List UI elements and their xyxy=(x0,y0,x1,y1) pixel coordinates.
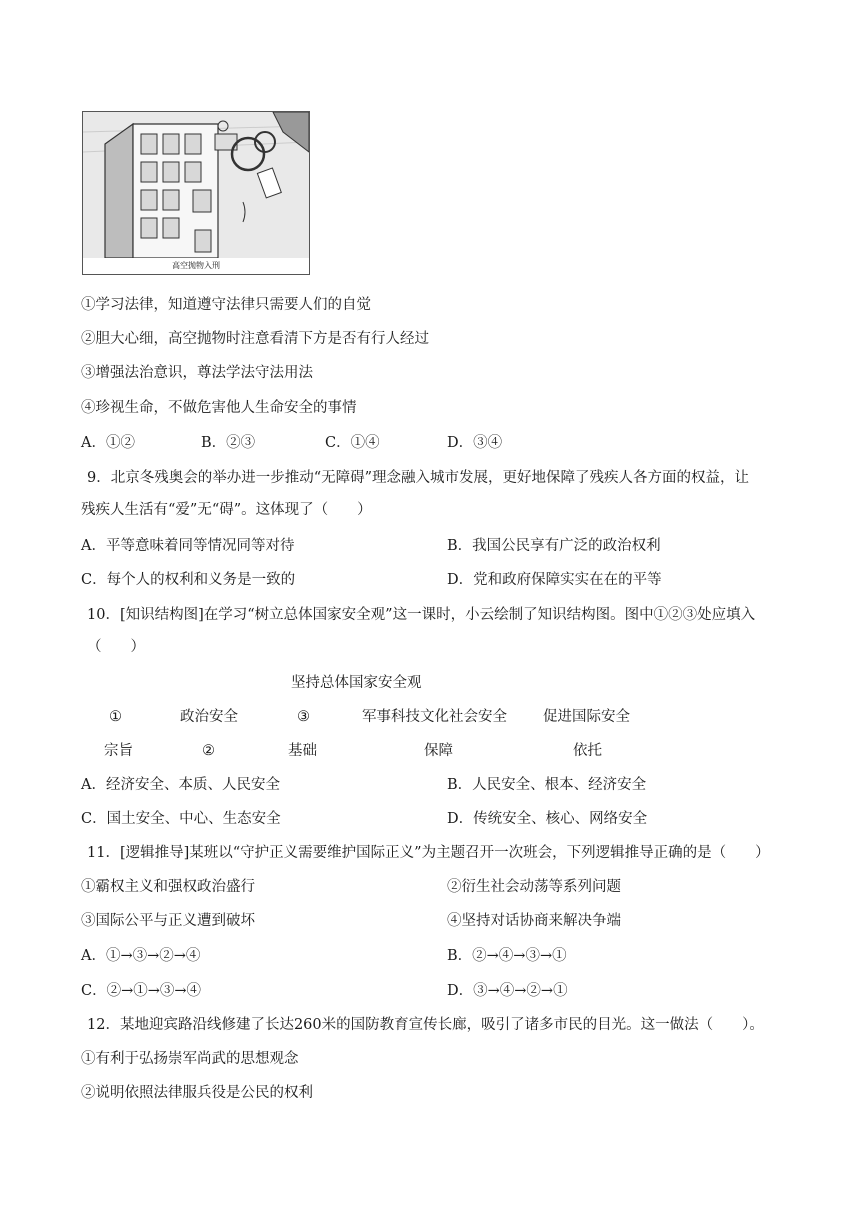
q11-stem: 11．[逻辑推导]某班以“守护正义需要维护国际正义”为主题召开一次班会，下列逻辑推导正确的是（ ） xyxy=(87,845,770,861)
q9-stem-line-2: 残疾人生活有“爱”无“碍”。这体现了（ ） xyxy=(81,502,372,518)
q10-diagram-row2-4: 保障 xyxy=(424,743,453,759)
q10-diagram-row2-5: 依托 xyxy=(573,743,602,759)
image-caption: 高空抛物入刑 xyxy=(83,258,309,274)
q10-diagram-row2-3: 基础 xyxy=(288,743,317,759)
q10-diagram-row1-1: ① xyxy=(109,709,122,725)
q10-stem-line-2: （ ） xyxy=(87,639,145,655)
q10-option-a: A．经济安全、本质、人民安全 xyxy=(81,777,280,793)
q11-statement-2: ②衍生社会动荡等系列问题 xyxy=(447,879,621,895)
q10-diagram-row2-2: ② xyxy=(202,743,215,759)
q10-diagram-row2-1: 宗旨 xyxy=(104,743,133,759)
q10-diagram-row1-2: 政治安全 xyxy=(180,709,238,725)
q9-option-b: B．我国公民享有广泛的政治权利 xyxy=(447,538,661,554)
q10-option-c: C．国土安全、中心、生态安全 xyxy=(81,811,281,827)
q8-option-b: B．②③ xyxy=(201,435,256,451)
q10-diagram-row1-3: ③ xyxy=(297,709,310,725)
q11-statement-4: ④坚持对话协商来解决争端 xyxy=(447,913,621,929)
q8-option-d: D．③④ xyxy=(447,435,503,451)
building-illustration xyxy=(83,112,309,258)
q9-option-d: D．党和政府保障实实在在的平等 xyxy=(447,572,662,588)
q8-option-a: A．①② xyxy=(81,435,135,451)
q8-option-c: C．①④ xyxy=(325,435,380,451)
q10-stem-line-1: 10．[知识结构图]在学习“树立总体国家安全观”这一课时，小云绘制了知识结构图。图中①②③处应填入 xyxy=(87,607,756,623)
q10-option-b: B．人民安全、根本、经济安全 xyxy=(447,777,647,793)
q10-diagram-row1-4: 军事科技文化社会安全 xyxy=(362,709,507,725)
q11-option-d: D．③→④→②→① xyxy=(447,983,568,999)
q12-statement-1: ①有利于弘扬崇军尚武的思想观念 xyxy=(81,1051,299,1067)
q9-option-a: A．平等意味着同等情况同等对待 xyxy=(81,538,295,554)
q11-option-b: B．②→④→③→① xyxy=(447,948,567,964)
q10-diagram-row1-5: 促进国际安全 xyxy=(543,709,630,725)
q11-statement-1: ①霸权主义和强权政治盛行 xyxy=(81,879,255,895)
q11-option-a: A．①→③→②→④ xyxy=(81,948,201,964)
q8-statement-4: ④珍视生命，不做危害他人生命安全的事情 xyxy=(81,400,357,416)
q10-option-d: D．传统安全、核心、网络安全 xyxy=(447,811,648,827)
q8-statement-3: ③增强法治意识，尊法学法守法用法 xyxy=(81,365,313,381)
q8-statement-1: ①学习法律，知道遵守法律只需要人们的自觉 xyxy=(81,297,371,313)
q12-stem: 12．某地迎宾路沿线修建了长达260米的国防教育宣传长廊，吸引了诸多市民的目光。这一做法（ ）。 xyxy=(87,1017,764,1033)
q11-statement-3: ③国际公平与正义遭到破坏 xyxy=(81,913,255,929)
q8-statement-2: ②胆大心细，高空抛物时注意看清下方是否有行人经过 xyxy=(81,331,429,347)
q9-stem-line-1: 9．北京冬残奥会的举办进一步推动“无障碍”理念融入城市发展，更好地保障了残疾人各方面的权益，让 xyxy=(87,470,750,486)
q11-option-c: C．②→①→③→④ xyxy=(81,983,202,999)
cartoon-image xyxy=(82,111,310,275)
q12-statement-2: ②说明依照法律服兵役是公民的权利 xyxy=(81,1085,313,1101)
q9-option-c: C．每个人的权利和义务是一致的 xyxy=(81,572,296,588)
q10-diagram-title: 坚持总体国家安全观 xyxy=(291,675,422,691)
